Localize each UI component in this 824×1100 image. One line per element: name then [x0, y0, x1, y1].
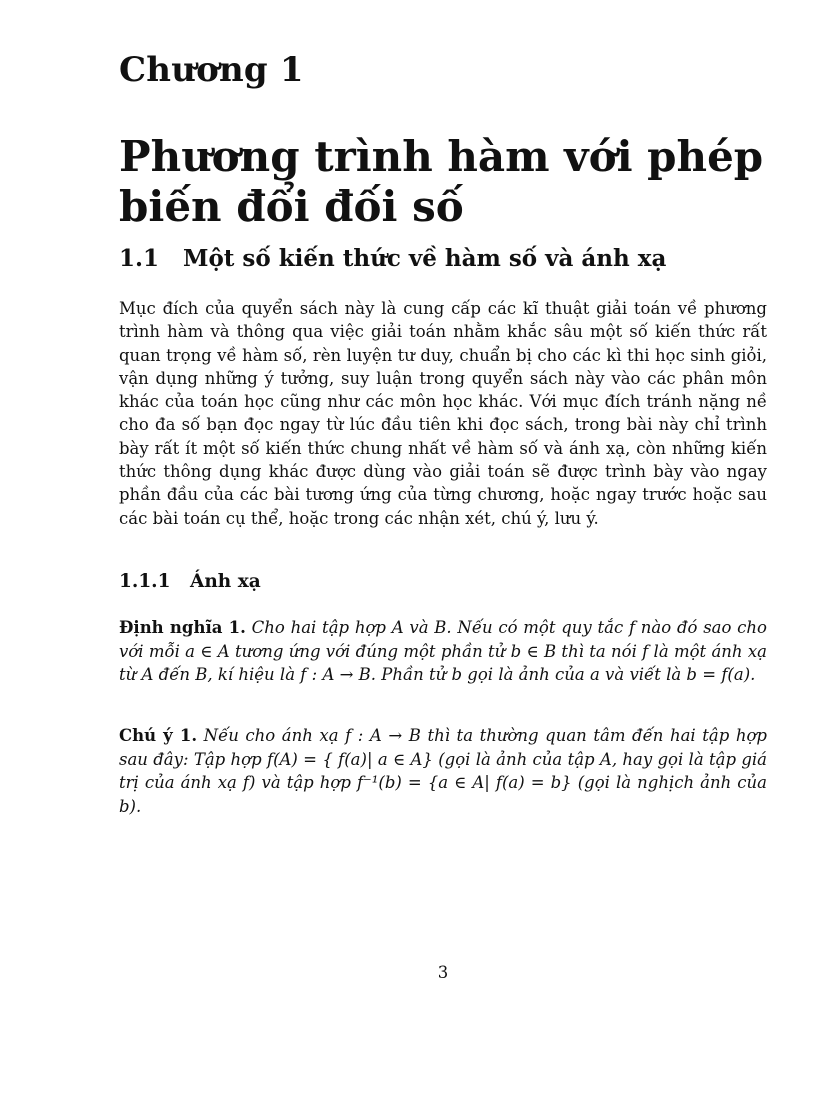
subsection-number: 1.1.1 [119, 571, 171, 592]
definition-block [119, 616, 767, 687]
subsection-heading [119, 571, 261, 592]
remark-block [119, 724, 767, 818]
subsection-title: Ánh xạ [190, 571, 261, 592]
section-number: 1.1 [119, 245, 160, 272]
remark-text: Nếu cho ánh xạ f : A → B thì ta thường quan tâm đến hai tập hợp sau đây: Tập hợp f(A) = { f(a)| a ∈ A} (gọi là ảnh của tập A, hay gọi là tập giá trị của ánh xạ f) và tập hợp f⁻¹(b) = {a ∈ A| f(a) = b} (gọi là nghịch ảnh của b). [119, 726, 767, 816]
page-number: 3 [437, 963, 449, 982]
definition-text: Cho hai tập hợp A và B. Nếu có một quy tắc f nào đó sao cho với mỗi a ∈ A tương ứng với đúng một phần tử b ∈ B thì ta nói f là một ánh xạ từ A đến B, kí hiệu là f : A → B. Phần tử b gọi là ảnh của a và viết là b = f(a). [119, 618, 767, 684]
section-heading [119, 245, 666, 272]
chapter-label: Chương 1 [119, 50, 304, 90]
section-title: Một số kiến thức về hàm số và ánh xạ [183, 245, 667, 272]
definition-label: Định nghĩa 1. [119, 618, 246, 637]
intro-paragraph: Mục đích của quyển sách này là cung cấp các kĩ thuật giải toán về phương trình hàm và thông qua việc giải toán nhằm khắc sâu một số kiến thức rất quan trọng về hàm số, rèn luyện tư duy, chuẩn bị cho các kì thi học sinh giỏi, vận dụng những ý tưởng, suy luận trong quyển sách này vào các phân môn khác của toán học cũng như các môn học khác. Với mục đích tránh nặng nề cho đa số bạn đọc ngay từ lúc đầu tiên khi đọc sách, trong bài này chỉ trình bày rất ít một số kiến thức chung nhất về hàm số và ánh xạ, còn những kiến thức thông dụng khác được dùng vào giải toán sẽ được trình bày vào ngay phần đầu của các bài tương ứng của từng chương, hoặc ngay trước hoặc sau các bài toán cụ thể, hoặc trong các nhận xét, chú ý, lưu ý. [119, 299, 767, 528]
remark-label: Chú ý 1. [119, 726, 198, 745]
chapter-title: Phương trình hàm với phép biến đổi đối số [119, 132, 764, 231]
